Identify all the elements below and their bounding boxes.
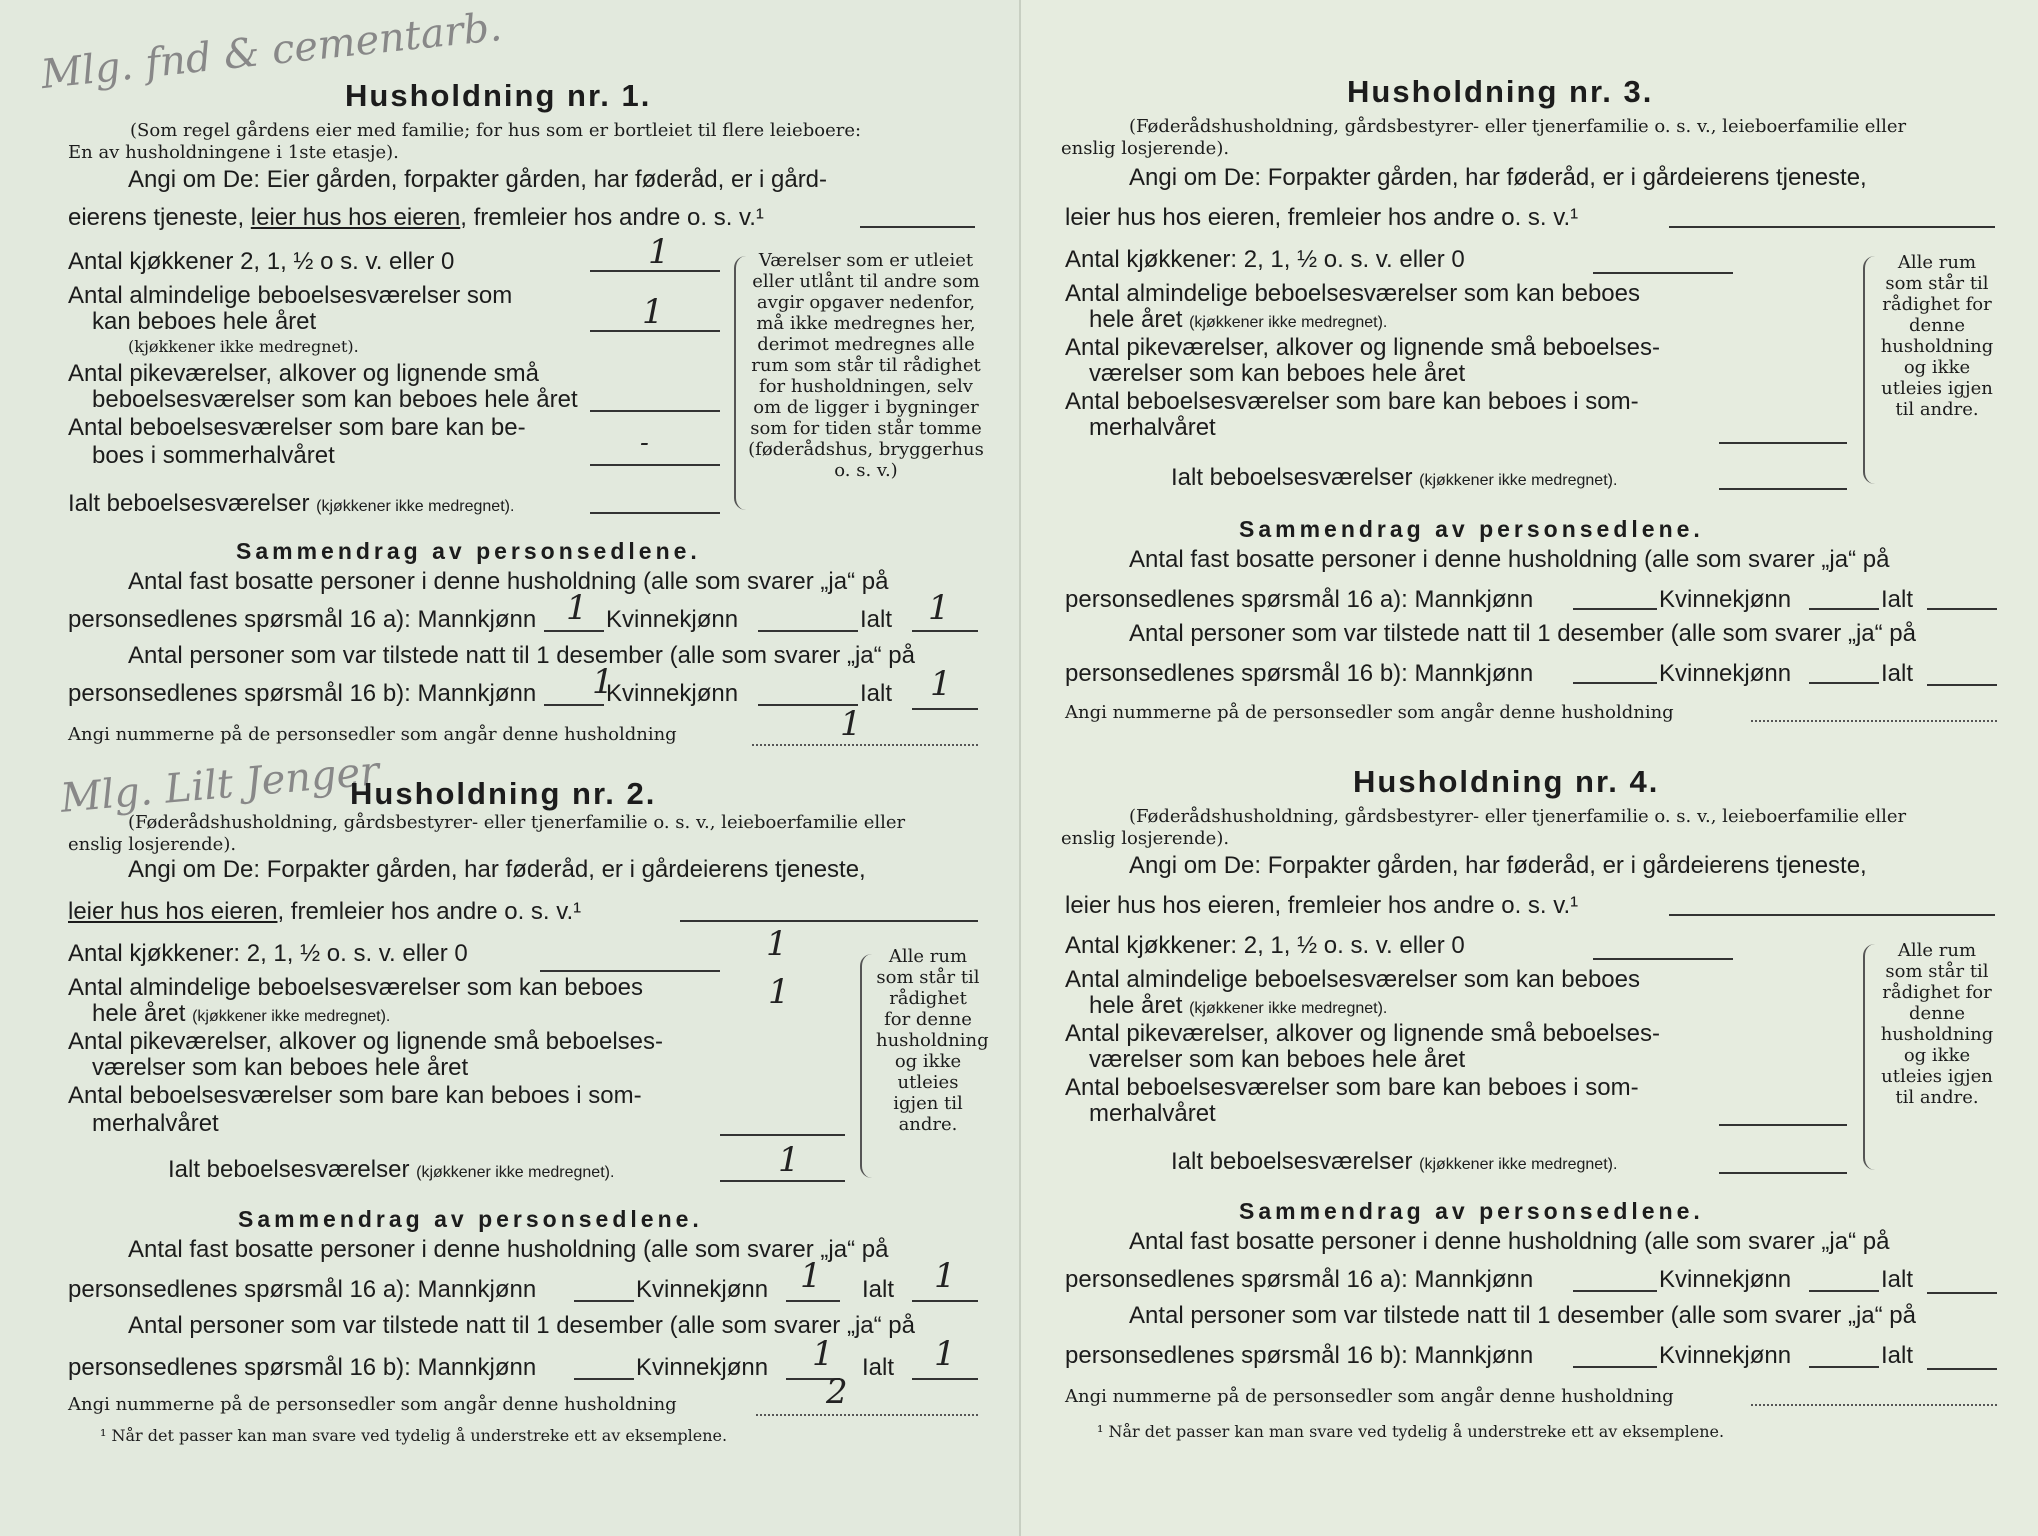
h3-q-rooms-a: Antal almindelige beboelsesværelser som kan beboes <box>1065 280 1640 307</box>
h4-s2-m-line <box>1573 1366 1657 1368</box>
h2-s1-ialt-line <box>912 1300 978 1302</box>
h4-q-summer-b: merhalvåret <box>1089 1100 1216 1127</box>
h4-s2-k-line <box>1809 1366 1879 1368</box>
h3-ialt: Ialt beboelsesværelser (kjøkkener ikke medregnet). <box>1171 464 1618 491</box>
h2-s1-m-line <box>574 1300 634 1302</box>
h3-subtitle-2: enslig losjerende). <box>1061 138 1230 159</box>
h4-s1-m-line <box>1573 1290 1657 1292</box>
h2-s1-kv: Kvinnekjønn <box>636 1276 769 1303</box>
h2-q-kitchens-line <box>540 970 720 972</box>
h1-q-small-rooms-b: beboelsesværelser som kan beboes hele året <box>92 386 578 413</box>
h4-side-note: Alle rum som står til rådighet for denne husholdning og ikke utleies igjen til andre. <box>1880 940 1994 1108</box>
h2-s2-ialt-label: Ialt <box>862 1354 895 1381</box>
h3-q-kitchens-line <box>1593 272 1733 274</box>
h1-s1-ialt-label: Ialt <box>860 606 893 633</box>
h3-side-note: Alle rum som står til rådighet for denne husholdning og ikke utleies igjen til andre. <box>1880 252 1994 420</box>
h1-q-kitchens-value: 1 <box>648 232 670 272</box>
right-footnote: ¹ Når det passer kan man svare ved tydelig å understreke ett av eksemplene. <box>1097 1422 1725 1441</box>
h1-q-summer-b: boes i sommerhalvåret <box>92 442 335 469</box>
h2-q-rooms-a: Antal almindelige beboelsesværelser som kan beboes <box>68 974 643 1001</box>
h1-q-summer-a: Antal beboelsesværelser som bare kan be- <box>68 414 526 441</box>
h4-q-kitchens-line <box>1593 958 1733 960</box>
h4-brace <box>1863 944 1875 1170</box>
h3-s1-m-line <box>1573 608 1657 610</box>
h2-subtitle-1: (Føderådshusholdning, gårdsbestyrer- eller tjenerfamilie o. s. v., leieboerfamilie eller <box>128 812 906 833</box>
h3-q-summer-line <box>1719 442 1847 444</box>
h4-q-rooms-b: hele året (kjøkkener ikke medregnet). <box>1089 992 1388 1019</box>
h1-brace <box>734 256 746 510</box>
h3-q-kitchens: Antal kjøkkener: 2, 1, ½ o. s. v. eller 0 <box>1065 246 1465 273</box>
h3-q-rooms-b: hele året (kjøkkener ikke medregnet). <box>1089 306 1388 333</box>
margin-note-1: Mlg. fnd & cementarb. <box>38 3 504 99</box>
h2-s1-ialt-value: 1 <box>934 1256 956 1296</box>
h1-ialt-line <box>590 512 720 514</box>
h4-s1: Antal fast bosatte personer i denne husholdning (alle som svarer „ja“ på <box>1129 1228 1890 1255</box>
h2-ialt: Ialt beboelsesværelser (kjøkkener ikke medregnet). <box>168 1156 615 1183</box>
h1-summary-title: Sammendrag av personsedlene. <box>236 538 701 564</box>
h3-s2-m-line <box>1573 682 1657 684</box>
h1-q-small-rooms-line <box>590 410 720 412</box>
h2-q-small-rooms-b: værelser som kan beboes hele året <box>92 1054 469 1081</box>
h4-ialt-line <box>1719 1172 1847 1174</box>
h1-angi-num-line <box>752 744 978 746</box>
margin-note-2: Mlg. Lilt Jenger <box>58 748 381 822</box>
h1-s1-ialt-line <box>912 630 978 632</box>
h2-s1: Antal fast bosatte personer i denne husholdning (alle som svarer „ja“ på <box>128 1236 889 1263</box>
h2-ialt-value: 1 <box>778 1140 800 1180</box>
h1-s2-ialt-label: Ialt <box>860 680 893 707</box>
h3-angi-num-line <box>1751 720 1997 722</box>
h2-underlined-option: leier hus hos eieren <box>68 898 278 925</box>
h3-s2b: personsedlenes spørsmål 16 b): Mannkjønn <box>1065 660 1534 687</box>
h1-angi-answer-line <box>860 226 975 228</box>
left-footnote: ¹ Når det passer kan man svare ved tydelig å understreke ett av eksemplene. <box>100 1426 728 1445</box>
h2-s2-m-line <box>574 1378 634 1380</box>
h4-q-small-rooms-b: værelser som kan beboes hele året <box>1089 1046 1466 1073</box>
h4-q-summer-a: Antal beboelsesværelser som bare kan beboes i som- <box>1065 1074 1639 1101</box>
h3-subtitle-1: (Føderådshusholdning, gårdsbestyrer- eller tjenerfamilie o. s. v., leieboerfamilie eller <box>1129 116 1907 137</box>
h2-q-summer-line <box>720 1134 845 1136</box>
h1-q-rooms-b: kan beboes hele året <box>92 308 317 335</box>
h1-angi-line-1: Angi om De: Eier gården, forpakter gården, har føderåd, er i gård- <box>128 166 828 193</box>
h4-s1-k-line <box>1809 1290 1879 1292</box>
h4-s1-kv: Kvinnekjønn <box>1659 1266 1792 1293</box>
h3-brace <box>1863 256 1875 484</box>
h3-s2: Antal personer som var tilstede natt til 1 desember (alle som svarer „ja“ på <box>1129 620 1916 647</box>
h1-q-summer-value: - <box>640 428 649 458</box>
h2-s2-k-value: 1 <box>812 1334 834 1374</box>
h2-angi-num: Angi nummerne på de personsedler som angår denne husholdning <box>68 1394 677 1415</box>
h4-angi-answer-line <box>1669 914 1995 916</box>
h4-title: Husholdning nr. 4. <box>1353 764 1660 799</box>
h4-angi-num: Angi nummerne på de personsedler som angår denne husholdning <box>1065 1386 1674 1407</box>
h2-q-small-rooms-a: Antal pikeværelser, alkover og lignende små beboelses- <box>68 1028 663 1055</box>
h2-subtitle-2: enslig losjerende). <box>68 834 237 855</box>
h2-q-rooms-b: hele året (kjøkkener ikke medregnet). <box>92 1000 391 1027</box>
h2-s1b: personsedlenes spørsmål 16 a): Mannkjønn <box>68 1276 537 1303</box>
h1-s1: Antal fast bosatte personer i denne husholdning (alle som svarer „ja“ på <box>128 568 889 595</box>
h2-q-rooms-value: 1 <box>768 972 790 1012</box>
h2-q-kitchens: Antal kjøkkener: 2, 1, ½ o. s. v. eller 0 <box>68 940 468 967</box>
h3-s1-ialt-line <box>1927 608 1997 610</box>
h1-s2b: personsedlenes spørsmål 16 b): Mannkjønn <box>68 680 537 707</box>
h1-subtitle-2: En av husholdningene i 1ste etasje). <box>68 142 399 163</box>
h1-angi-num: Angi nummerne på de personsedler som angår denne husholdning <box>68 724 677 745</box>
h2-brace <box>860 954 872 1178</box>
h2-angi-line-2: leier hus hos eieren, fremleier hos andre o. s. v.¹ <box>68 898 582 925</box>
h3-s1b: personsedlenes spørsmål 16 a): Mannkjønn <box>1065 586 1534 613</box>
h3-q-small-rooms-b: værelser som kan beboes hele året <box>1089 360 1466 387</box>
h3-s1-ialt-label: Ialt <box>1881 586 1914 613</box>
h1-q-rooms-c: (kjøkkener ikke medregnet). <box>128 337 359 356</box>
h3-q-summer-a: Antal beboelsesværelser som bare kan beboes i som- <box>1065 388 1639 415</box>
h3-angi-answer-line <box>1669 226 1995 228</box>
h1-s1-m-value: 1 <box>566 588 588 628</box>
h1-s2-ialt-value: 1 <box>930 664 952 704</box>
h4-angi-line-2: leier hus hos eieren, fremleier hos andre o. s. v.¹ <box>1065 892 1579 919</box>
h4-q-kitchens: Antal kjøkkener: 2, 1, ½ o. s. v. eller 0 <box>1065 932 1465 959</box>
h3-angi-num: Angi nummerne på de personsedler som angår denne husholdning <box>1065 702 1674 723</box>
h1-s2-m-value: 1 <box>592 662 614 702</box>
h1-subtitle-1: (Som regel gårdens eier med familie; for hus som er bortleiet til flere leieboere: <box>130 120 862 141</box>
h4-s1-ialt-label: Ialt <box>1881 1266 1914 1293</box>
h2-s1-k-value: 1 <box>800 1256 822 1296</box>
h2-s2-ialt-value: 1 <box>934 1334 956 1374</box>
h3-angi-line-1: Angi om De: Forpakter gården, har føderåd, er i gårdeierens tjeneste, <box>1129 164 1867 191</box>
h1-title: Husholdning nr. 1. <box>345 78 652 113</box>
h4-s2b: personsedlenes spørsmål 16 b): Mannkjønn <box>1065 1342 1534 1369</box>
h1-s2: Antal personer som var tilstede natt til 1 desember (alle som svarer „ja“ på <box>128 642 915 669</box>
h3-q-summer-b: merhalvåret <box>1089 414 1216 441</box>
h1-underlined-option: leier hus hos eieren <box>250 204 461 231</box>
h3-s2-ialt-label: Ialt <box>1881 660 1914 687</box>
h4-angi-line-1: Angi om De: Forpakter gården, har føderåd, er i gårdeierens tjeneste, <box>1129 852 1867 879</box>
h4-s2: Antal personer som var tilstede natt til 1 desember (alle som svarer „ja“ på <box>1129 1302 1916 1329</box>
h2-q-summer-a: Antal beboelsesværelser som bare kan beboes i som- <box>68 1082 642 1109</box>
h4-s1b: personsedlenes spørsmål 16 a): Mannkjønn <box>1065 1266 1534 1293</box>
h1-ialt: Ialt beboelsesværelser (kjøkkener ikke medregnet). <box>68 490 515 517</box>
h1-q-kitchens: Antal kjøkkener 2, 1, ½ o s. v. eller 0 <box>68 248 455 275</box>
h4-q-rooms-a: Antal almindelige beboelsesværelser som kan beboes <box>1065 966 1640 993</box>
h2-angi-answer-line <box>680 920 978 922</box>
h3-angi-line-2: leier hus hos eieren, fremleier hos andre o. s. v.¹ <box>1065 204 1579 231</box>
h1-s2-kv: Kvinnekjønn <box>606 680 739 707</box>
h3-summary-title: Sammendrag av personsedlene. <box>1239 516 1704 542</box>
h2-s1-ialt-label: Ialt <box>862 1276 895 1303</box>
h2-q-kitchens-value: 1 <box>766 924 788 964</box>
h2-s2: Antal personer som var tilstede natt til 1 desember (alle som svarer „ja“ på <box>128 1312 915 1339</box>
h2-s2b: personsedlenes spørsmål 16 b): Mannkjønn <box>68 1354 537 1381</box>
h1-q-summer-line <box>590 464 720 466</box>
h2-angi-num-line <box>756 1414 978 1416</box>
h3-ialt-line <box>1719 488 1847 490</box>
h1-s1-k-line <box>758 630 858 632</box>
h4-subtitle-1: (Føderådshusholdning, gårdsbestyrer- eller tjenerfamilie o. s. v., leieboerfamilie eller <box>1129 806 1907 827</box>
h2-angi-num-value: 2 <box>826 1372 848 1412</box>
h1-angi-line-2: eierens tjeneste, leier hus hos eieren, fremleier hos andre o. s. v.¹ <box>68 204 764 231</box>
h1-s1-kv: Kvinnekjønn <box>606 606 739 633</box>
h2-q-summer-b: merhalvåret <box>92 1110 219 1137</box>
h3-title: Husholdning nr. 3. <box>1347 74 1654 109</box>
h1-q-rooms-value: 1 <box>642 292 664 332</box>
h1-s1-m-line <box>544 630 604 632</box>
h2-s1-k-line <box>786 1300 840 1302</box>
h3-s2-k-line <box>1809 682 1879 684</box>
h1-q-small-rooms-a: Antal pikeværelser, alkover og lignende små <box>68 360 539 387</box>
h4-s2-kv: Kvinnekjønn <box>1659 1342 1792 1369</box>
h4-ialt: Ialt beboelsesværelser (kjøkkener ikke medregnet). <box>1171 1148 1618 1175</box>
h3-s1-k-line <box>1809 608 1879 610</box>
h1-s2-ialt-line <box>912 708 978 710</box>
h2-angi-line-1: Angi om De: Forpakter gården, har føderåd, er i gårdeierens tjeneste, <box>128 856 866 883</box>
h4-angi-num-line <box>1751 1404 1997 1406</box>
h1-side-note: Værelser som er utleiet eller utlånt til andre som avgir opgaver nedenfor, må ikke medregnes her, derimot medregnes alle rum som står til rådighet for husholdningen, selv om de ligger i bygninger som for tiden står tomme (føderådshus, bryggerhus o. s. v.) <box>748 250 984 481</box>
h4-s2-ialt-line <box>1927 1368 1997 1370</box>
h1-q-rooms-a: Antal almindelige beboelsesværelser som <box>68 282 513 309</box>
h2-title: Husholdning nr. 2. <box>350 776 657 811</box>
right-page <box>1019 0 2038 1536</box>
h2-summary-title: Sammendrag av personsedlene. <box>238 1206 703 1232</box>
h4-s2-ialt-label: Ialt <box>1881 1342 1914 1369</box>
h4-subtitle-2: enslig losjerende). <box>1061 828 1230 849</box>
h1-angi-num-value: 1 <box>840 704 862 744</box>
h4-summary-title: Sammendrag av personsedlene. <box>1239 1198 1704 1224</box>
h3-s2-ialt-line <box>1927 684 1997 686</box>
h2-s2-ialt-line <box>912 1378 978 1380</box>
h2-ialt-line <box>720 1180 845 1182</box>
h1-s2-m-line <box>544 704 604 706</box>
h1-s1-ialt-value: 1 <box>928 588 950 628</box>
h3-s1-kv: Kvinnekjønn <box>1659 586 1792 613</box>
h2-side-note: Alle rum som står til rådighet for denne husholdning og ikke utleies igjen til andre. <box>876 946 989 1135</box>
h2-s2-kv: Kvinnekjønn <box>636 1354 769 1381</box>
h4-s1-ialt-line <box>1927 1292 1997 1294</box>
h3-q-small-rooms-a: Antal pikeværelser, alkover og lignende små beboelses- <box>1065 334 1660 361</box>
h1-s1b: personsedlenes spørsmål 16 a): Mannkjønn <box>68 606 537 633</box>
h4-q-summer-line <box>1719 1124 1847 1126</box>
h4-q-small-rooms-a: Antal pikeværelser, alkover og lignende små beboelses- <box>1065 1020 1660 1047</box>
h3-s1: Antal fast bosatte personer i denne husholdning (alle som svarer „ja“ på <box>1129 546 1890 573</box>
h3-s2-kv: Kvinnekjønn <box>1659 660 1792 687</box>
